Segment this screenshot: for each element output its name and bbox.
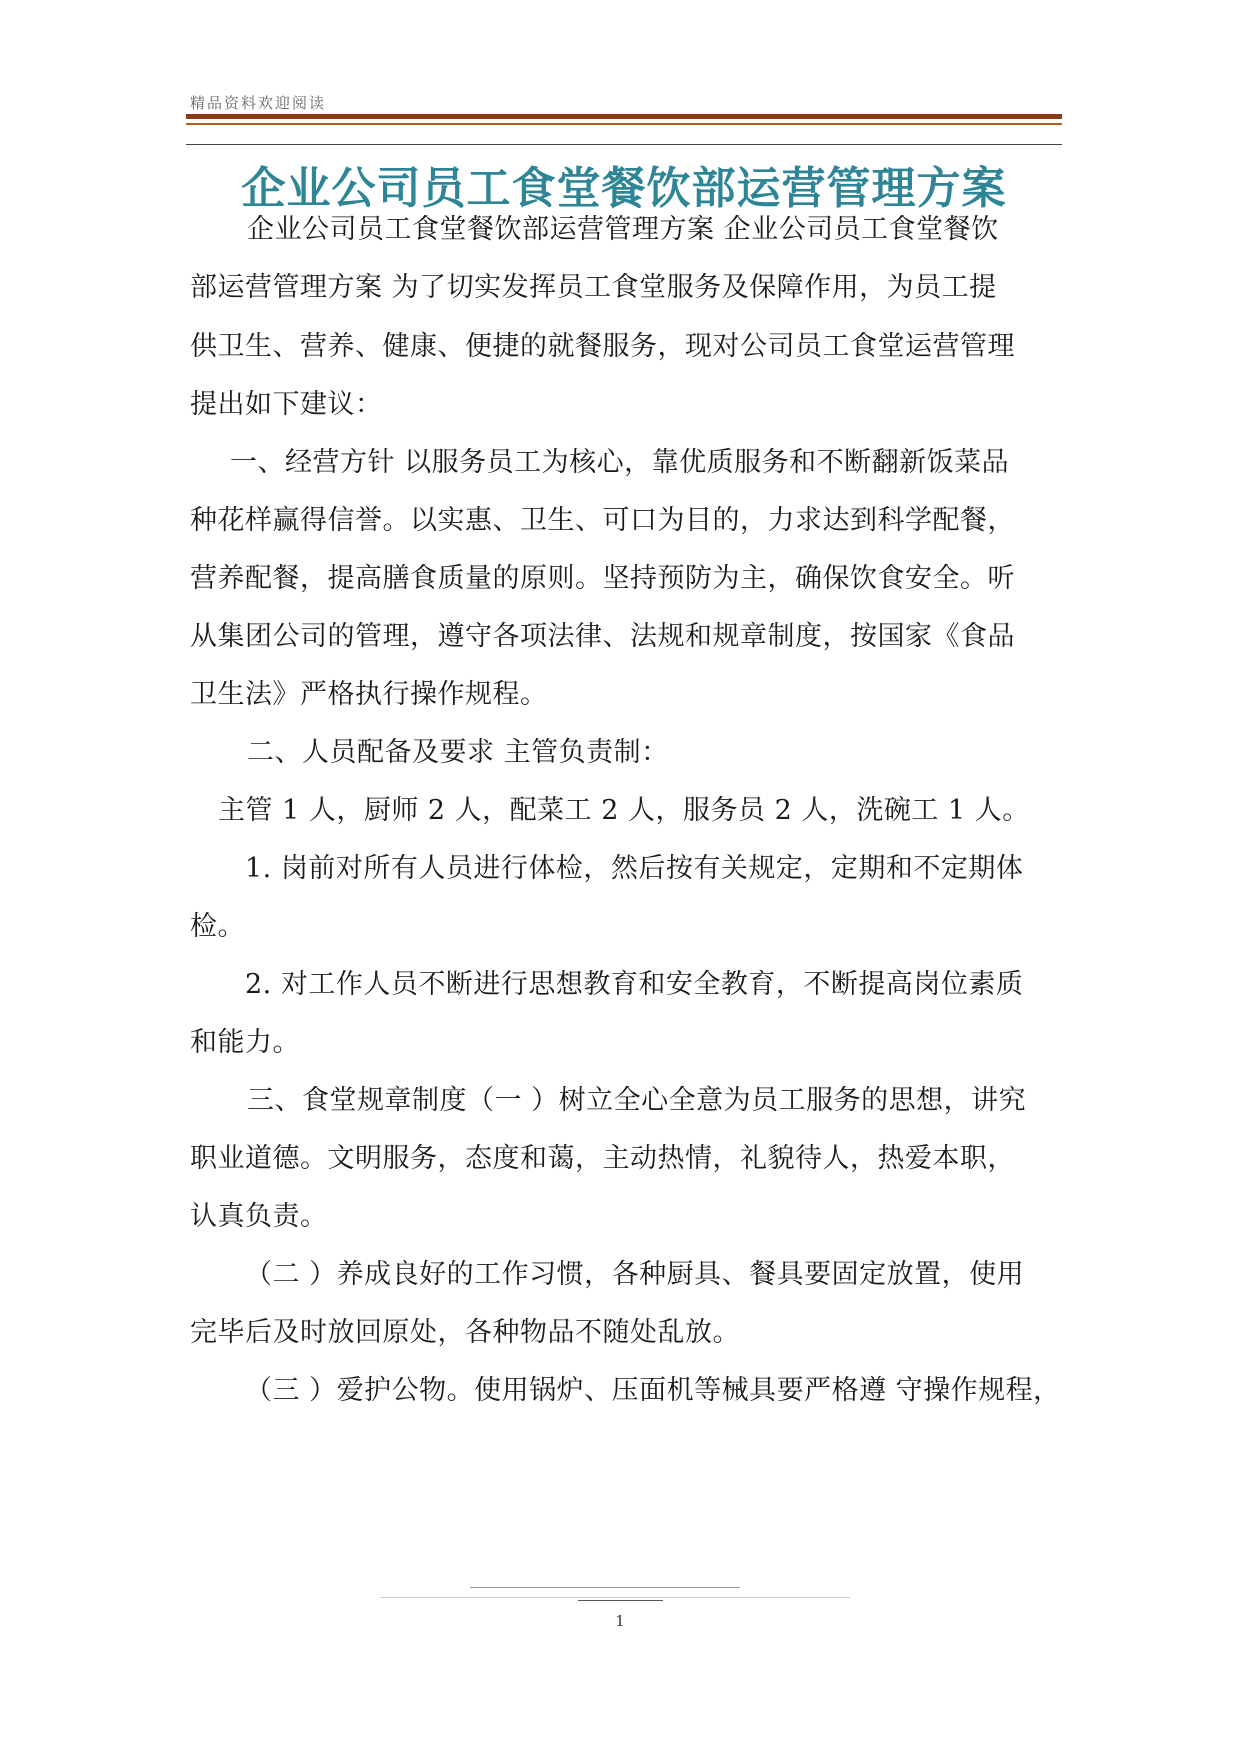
body-line: 2. 对工作人员不断进行思想教育和安全教育，不断提高岗位素质 xyxy=(245,969,1024,1000)
footer-rule-upper xyxy=(470,1587,740,1588)
body-line: 和能力。 xyxy=(190,1027,300,1058)
body-line: （二 ）养成良好的工作习惯，各种厨具、餐具要固定放置，使用 xyxy=(245,1259,1025,1290)
body-line: 完毕后及时放回原处，各种物品不随处乱放。 xyxy=(190,1317,740,1348)
header-text: 精品资料欢迎阅读 xyxy=(190,94,327,112)
body-line: 从集团公司的管理，遵守各项法律、法规和规章制度，按国家《食品 xyxy=(190,621,1015,652)
body-line: 检。 xyxy=(190,911,245,942)
body-line: 卫生法》严格执行操作规程。 xyxy=(190,679,548,710)
body-line: 主管 1 人，厨师 2 人，配菜工 2 人，服务员 2 人，洗碗工 1 人。 xyxy=(218,795,1030,826)
body-line: 企业公司员工食堂餐饮部运营管理方案 企业公司员工食堂餐饮 xyxy=(247,214,999,245)
body-line: 1. 岗前对所有人员进行体检，然后按有关规定，定期和不定期体 xyxy=(245,853,1024,884)
page-number: 1 xyxy=(615,1612,625,1630)
document-title: 企业公司员工食堂餐饮部运营管理方案 xyxy=(241,163,1007,214)
body-line: 二、人员配备及要求 主管负责制： xyxy=(247,737,669,768)
body-line: 职业道德。文明服务，态度和蔼，主动热情，礼貌待人，热爱本职， xyxy=(190,1143,1015,1174)
body-line: 提出如下建议： xyxy=(190,389,383,420)
body-line: （三 ）爱护公物。使用锅炉、压面机等械具要严格遵 守操作规程， xyxy=(245,1375,1061,1406)
body-line: 部运营管理方案 为了切实发挥员工食堂服务及保障作用，为员工提 xyxy=(190,272,997,303)
body-line: 供卫生、营养、健康、便捷的就餐服务，现对公司员工食堂运营管理 xyxy=(190,331,1015,362)
header-rule-thin xyxy=(186,123,1062,125)
body-line: 三、食堂规章制度（一 ）树立全心全意为员工服务的思想，讲究 xyxy=(247,1085,1027,1116)
body-line: 种花样赢得信誉。以实惠、卫生、可口为目的，力求达到科学配餐， xyxy=(190,505,1015,536)
body-line: 营养配餐，提高膳食质量的原则。坚持预防为主，确保饮食安全。听 xyxy=(190,563,1015,594)
footer-rule-mark xyxy=(578,1600,663,1601)
body-line: 认真负责。 xyxy=(190,1201,328,1232)
footer-rule-lower xyxy=(380,1597,850,1598)
header-rule-thick xyxy=(186,114,1062,119)
body-line: 一、经营方针 以服务员工为核心，靠优质服务和不断翻新饭菜品 xyxy=(230,447,1010,478)
header-rule-bottom xyxy=(186,144,1062,145)
